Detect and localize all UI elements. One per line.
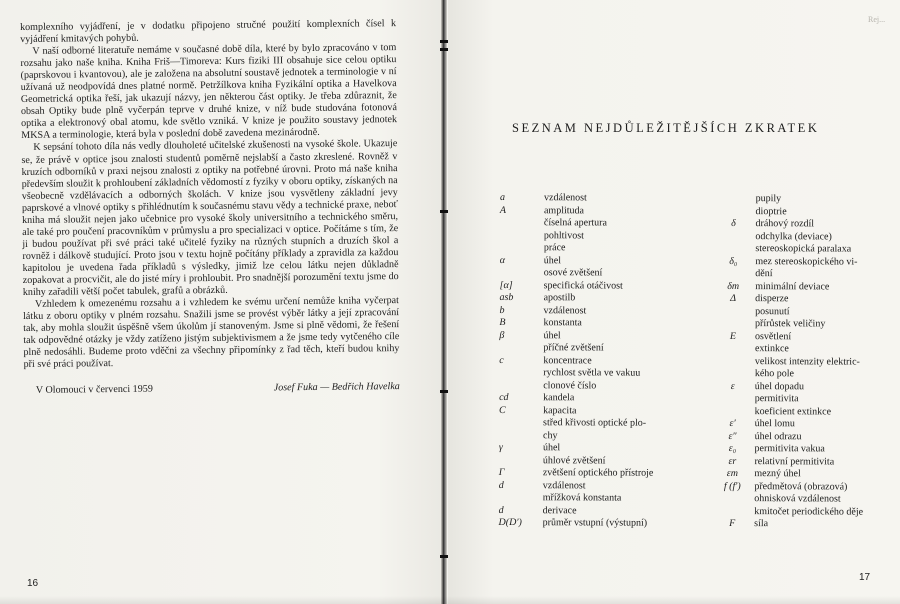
symbol-right: E: [729, 330, 737, 342]
authors: Josef Fuka — Bedřich Havelka: [273, 381, 400, 394]
meaning-left: vzdálenost: [544, 192, 587, 204]
symbol-left: d: [498, 504, 504, 516]
symbol-right: [711, 268, 755, 281]
symbol-left: [499, 379, 543, 392]
meaning-left: úhel: [543, 329, 561, 341]
meaning-left: úhel: [543, 254, 562, 266]
meaning-right: odchylka (deviace): [755, 230, 832, 242]
meaning-right: úhel dopadu: [754, 380, 804, 392]
symbol-right: [711, 355, 755, 368]
meaning-left: průměr vstupní (výstupní): [542, 517, 648, 529]
meaning-left: osové zvětšení: [543, 267, 603, 279]
meaning-right: dění: [755, 268, 773, 280]
symbol-left: [499, 492, 543, 505]
symbol-left: asb: [499, 291, 514, 304]
meaning-left: pohltivost: [543, 229, 584, 241]
symbol-right: δm: [727, 280, 740, 292]
paragraph-4: Vzhledem k omezenému rozsahu a i vzhledem ke svému určení nemůže kniha vyčerpat látku z oboru optiky v plném rozsahu. Snažili jsme se provést výběr látky a její zpracování tak, aby mohla sloužit úspěšně všem úkolům jí stanoveným. Jsme si plně vědomi, že řešení tak odpovědné otázky je vždy zatíženo jistým subjektivismem a že jsme tedy vytčeného cíle plně nedosáhli. Budeme proto vděčni za všechny připomínky z řad těch, kteří budou knihy při své práci používat.: [23, 295, 400, 371]
meaning-left: konstanta: [543, 317, 582, 329]
meaning-right: kého pole: [754, 368, 795, 380]
meaning-left: mřížková konstanta: [542, 492, 622, 504]
symbol-left: α: [499, 254, 505, 266]
symbol-right: δ: [731, 218, 736, 230]
abbreviation-table: [499, 192, 872, 531]
meaning-right: mez stereoskopického vi-: [755, 255, 858, 268]
symbol-right: [711, 393, 755, 406]
binding-stitch: [440, 210, 448, 213]
symbol-left: [499, 454, 543, 467]
symbol-left: cd: [499, 391, 509, 404]
paragraph-3: K sepsání tohoto díla nás vedly dlouholeté učitelské zkušenosti na vysoké škole. Ukazuje se, že právě v optice jsou znalosti studentů poměrně nejslabší a často zkreslené. Rovněž v kruzích odborníků v praxi nejsou znalosti z optiky na potřebné úrovni. Proto má naše kniha především sloužit k prohloubení základních vědomostí z fyziky v oboru optiky, získaných na všeobecně vzdělávacích a odborných školách. V knize jsou vysvětleny základní jevy paprskové a vlnové optiky s přihlédnutím k současnému stavu vědy a technické praxe, neboť kniha má sloužit nejen jako učebnice pro vysoké školy universitního a technického směru, ale také pro poučení pracovníkům v průmyslu a pro specializaci v optice. Počítáme s tím, že ji budou používat při své práci také učitelé fyziky na různých stupních a druzích škol a rovněž i dálkově studující. Proto jsou v textu hojně počítány příklady a zpravidla za každou kapitolou je uvedena řada příkladů s výsledky, jimiž lze celou látku nejen důkladně zopakovat a procvičit, ale do jisté míry i prohloubit. Pro snadnější porozumění textu jsme do knihy zařadili větší počet tabulek, grafů a obrázků.: [21, 138, 399, 299]
meaning-left: derivace: [542, 504, 577, 516]
symbol-right: [711, 305, 755, 318]
signature-line: [24, 381, 400, 397]
symbol-left: d: [498, 479, 504, 491]
meaning-left: příčné zvětšení: [543, 342, 604, 354]
meaning-left: clonové číslo: [543, 379, 597, 391]
symbol-left: [α]: [499, 279, 513, 291]
meaning-right: koeficient extinkce: [754, 405, 832, 417]
page-title: SEZNAM NEJDŮLEŽITĚJŠÍCH ZKRATEK: [512, 121, 820, 135]
meaning-left: vzdálenost: [543, 304, 587, 316]
meaning-right: dráhový rozdíl: [755, 218, 815, 230]
meaning-right: mezný úhel: [754, 468, 801, 480]
symbol-right: [710, 505, 754, 518]
meaning-right: síla: [754, 518, 769, 530]
symbol-left: D(D′): [498, 516, 522, 529]
meaning-right: permitivita vakua: [754, 443, 825, 455]
meaning-left: úhlové zvětšení: [542, 454, 606, 466]
symbol-right: [711, 405, 755, 418]
meaning-right: úhel odrazu: [754, 430, 802, 442]
abbreviation-row: [499, 517, 871, 531]
book-gutter: [441, 0, 447, 604]
symbol-right: εr: [728, 455, 737, 467]
symbol-left: γ: [498, 441, 503, 454]
symbol-right: ε₀: [728, 443, 737, 455]
meaning-right: přírůstek veličiny: [755, 318, 826, 330]
symbol-left: b: [499, 304, 505, 316]
page-number-left: 16: [27, 578, 39, 589]
symbol-left: [500, 267, 544, 280]
symbol-left: [500, 242, 544, 255]
meaning-left: rychlost světla ve vakuu: [543, 367, 641, 379]
meaning-left: amplituda: [543, 204, 585, 216]
symbol-right: [710, 493, 754, 506]
symbol-left: B: [499, 316, 506, 329]
preface-text: [20, 18, 400, 397]
meaning-left: číselná apertura: [543, 217, 607, 229]
binding-stitch: [440, 48, 448, 51]
symbol-left: Γ: [498, 466, 505, 479]
meaning-right: úhel lomu: [754, 418, 795, 430]
meaning-left: apostilb: [543, 292, 576, 304]
meaning-right: stereoskopická paralaxa: [755, 243, 852, 255]
meaning-left: střed křivosti optické plo-: [543, 417, 647, 429]
page-shadow: [0, 596, 900, 604]
meaning-left: kandela: [543, 392, 575, 404]
meaning-right: dioptrie: [755, 205, 787, 217]
symbol-right: δ₀: [729, 255, 738, 267]
symbol-right: [711, 205, 755, 218]
left-page: [0, 0, 445, 604]
meaning-right: posunutí: [755, 305, 790, 317]
symbol-right: [711, 343, 755, 356]
paragraph-2: V naší odborné literatuře nemáme v současné době díla, které by bylo zpracováno v tom rozsahu jako naše kniha. Kniha Friš—Timoreva: Kurs fiziki III obsahuje sice celou optiku (paprskovou i kvantovou), ale je založena na absolutní soustavě jednotek a terminologie v ní užívaná už neodpovídá dnes platné normě. Petržílkova kniha Fyzikální optika a Havelkova Geometrická optika řeší, jak ukazují názvy, jen některou část optiky. Je třeba zdůraznit, že obsah Optiky bude plně vyčerpán teprve v druhé knize, v níž bude studována fotonová optika a elektronový obal atomu, kde světlo vzniká. V knize je použito soustavy jednotek MKSA a terminologie, která byla v poslední době zavedena mezinárodně.: [20, 42, 398, 142]
symbol-right: εm: [726, 467, 738, 480]
meaning-left: chy: [542, 429, 558, 441]
meaning-left: zvětšení optického přístroje: [542, 467, 654, 479]
symbol-right: [711, 368, 755, 381]
meaning-left: úhel: [542, 442, 561, 454]
symbol-left: [500, 217, 544, 230]
symbol-right: ε″: [728, 430, 737, 442]
meaning-right: předmětová (obrazová): [754, 480, 848, 493]
symbol-left: [499, 342, 543, 355]
symbol-right: [711, 230, 755, 243]
paragraph-1: komplexního vyjádření, je v dodatku připojeno stručné použití komplexních čísel k vyjádření kmitavých pohybů.: [20, 18, 397, 46]
binding-stitch: [440, 555, 448, 558]
meaning-left: koncentrace: [543, 354, 592, 366]
meaning-right: extinkce: [754, 343, 789, 355]
meaning-right: ohnisková vzdálenost: [754, 493, 841, 505]
symbol-right: ε: [730, 380, 735, 392]
symbol-right: F: [729, 518, 736, 530]
meaning-right: disperze: [755, 293, 789, 305]
symbol-right: [711, 243, 755, 256]
meaning-right: kmitočet periodického děje: [754, 505, 864, 518]
symbol-left: [499, 417, 543, 430]
symbol-left: A: [499, 204, 507, 216]
binding-stitch: [440, 40, 448, 43]
symbol-left: [499, 367, 543, 380]
symbol-left: c: [499, 354, 504, 366]
meaning-left: specifická otáčivost: [543, 279, 623, 292]
meaning-right: permitivita: [754, 393, 799, 405]
symbol-left: [500, 229, 544, 242]
symbol-right: Δ: [730, 293, 737, 305]
meaning-left: vzdálenost: [542, 479, 586, 491]
symbol-left: β: [499, 329, 505, 341]
meaning-right: osvětlení: [754, 330, 792, 342]
meaning-left: práce: [543, 242, 566, 254]
page-number-right: 17: [859, 572, 871, 583]
symbol-left: [499, 429, 543, 442]
meaning-right: relativní permitivita: [754, 455, 835, 467]
symbol-right: f (f′): [723, 480, 741, 492]
faint-running-header: Rej...: [868, 15, 886, 24]
symbol-right: [712, 193, 756, 206]
meaning-right: minimální deviace: [755, 280, 830, 292]
meaning-right: pupily: [755, 193, 782, 205]
place-date: V Olomouci v červenci 1959: [35, 383, 153, 397]
symbol-right: [711, 318, 755, 331]
meaning-right: velikost intenzity elektric-: [754, 355, 860, 368]
symbol-left: a: [499, 192, 505, 204]
symbol-right: ε′: [729, 418, 736, 430]
symbol-left: C: [499, 404, 506, 416]
meaning-left: kapacita: [543, 404, 577, 416]
binding-stitch: [440, 390, 448, 393]
